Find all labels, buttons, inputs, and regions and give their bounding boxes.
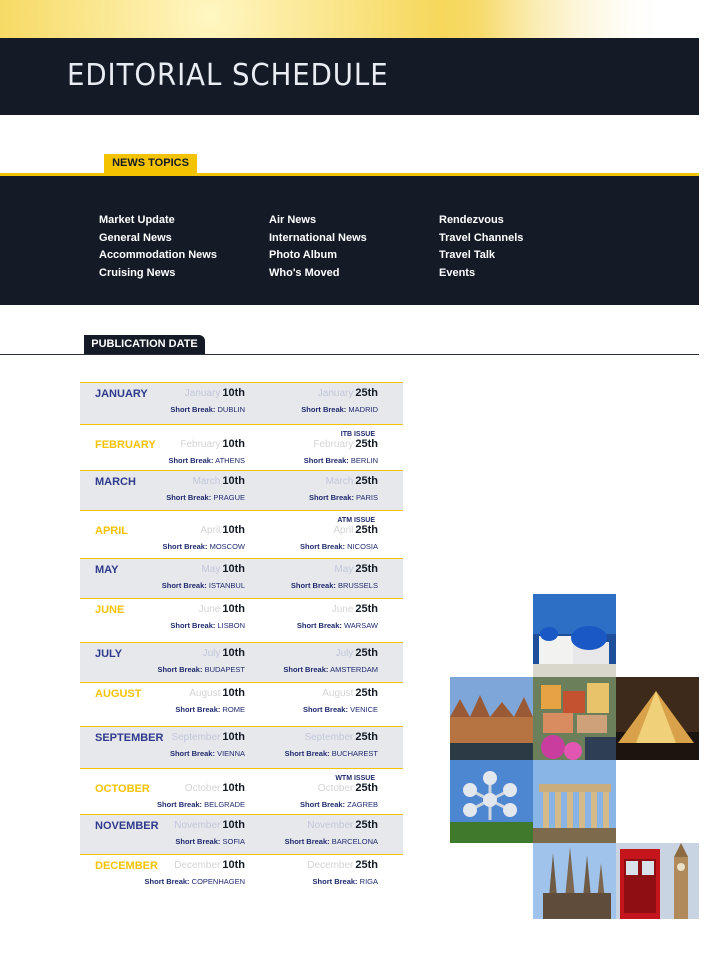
date-day: 25th — [355, 524, 378, 536]
date-day: 25th — [355, 731, 378, 743]
date-day: 25th — [355, 687, 378, 699]
date-month: May — [334, 564, 354, 575]
date-month: April — [200, 525, 221, 536]
date-month: October — [317, 783, 354, 794]
topic-item: Air News — [269, 214, 317, 226]
atomium-photo — [450, 760, 533, 843]
short-break-city: ATHENS — [215, 456, 245, 465]
date-month: January — [317, 388, 354, 399]
date-day: 10th — [222, 438, 245, 450]
date-month: April — [333, 525, 354, 536]
date-day: 10th — [222, 731, 245, 743]
first-date — [200, 524, 245, 536]
short-break-city: WARSAW — [343, 621, 378, 630]
travel-photo-collage — [450, 594, 699, 919]
short-break-city: RIGA — [359, 877, 378, 886]
date-month: September — [171, 732, 221, 743]
short-break-city: PRAGUE — [213, 493, 245, 502]
second-date — [336, 647, 378, 659]
short-break-second — [309, 493, 378, 502]
parthenon-photo — [533, 760, 616, 843]
second-date — [307, 859, 378, 871]
short-break-city: NICOSIA — [347, 542, 378, 551]
date-month: September — [304, 732, 354, 743]
short-break-second — [297, 621, 378, 630]
short-break-label: Short Break: — [302, 705, 348, 714]
short-break-label: Short Break: — [296, 621, 342, 630]
date-day: 10th — [222, 563, 245, 575]
publication-divider — [0, 354, 699, 355]
short-break-city: SOFIA — [222, 837, 245, 846]
date-month: August — [189, 688, 221, 699]
page-title: EDITORIAL SCHEDULE — [67, 58, 389, 93]
date-day: 10th — [222, 782, 245, 794]
date-day: 10th — [222, 524, 245, 536]
short-break-label: Short Break: — [303, 456, 349, 465]
date-day: 10th — [222, 475, 245, 487]
short-break-first — [168, 456, 245, 465]
short-break-label: Short Break: — [170, 405, 216, 414]
date-month: May — [201, 564, 221, 575]
short-break-city: PARIS — [356, 493, 378, 502]
month-name: AUGUST — [95, 688, 142, 700]
schedule-row-august — [80, 682, 403, 726]
topic-column-3 — [439, 212, 523, 282]
date-day: 25th — [355, 563, 378, 575]
schedule-row-may — [80, 558, 403, 598]
short-break-label: Short Break: — [300, 542, 346, 551]
louvre-pyramid-photo — [616, 677, 699, 760]
schedule-row-september — [80, 726, 403, 768]
short-break-city: MOSCOW — [209, 542, 245, 551]
date-day: 25th — [355, 819, 378, 831]
title-band — [0, 38, 699, 115]
second-date — [322, 687, 378, 699]
second-date — [304, 731, 378, 743]
date-day: 25th — [355, 387, 378, 399]
short-break-city: BARCELONA — [331, 837, 378, 846]
first-date — [185, 782, 245, 794]
date-month: March — [192, 476, 221, 487]
topic-item: Photo Album — [269, 249, 338, 261]
short-break-first — [162, 581, 245, 590]
schedule-row-june — [80, 598, 403, 642]
topic-item: Rendezvous — [439, 214, 504, 226]
short-break-first — [166, 493, 245, 502]
month-name: APRIL — [95, 525, 128, 537]
short-break-label: Short Break: — [284, 749, 330, 758]
topic-item: Accommodation News — [99, 249, 217, 261]
short-break-label: Short Break: — [290, 581, 336, 590]
topic-item: Cruising News — [99, 266, 176, 279]
short-break-second — [301, 405, 378, 414]
month-name: JULY — [95, 648, 123, 660]
short-break-first — [145, 877, 245, 886]
schedule-row-july — [80, 642, 403, 682]
first-date — [199, 603, 245, 615]
short-break-second — [304, 456, 378, 465]
short-break-label: Short Break: — [169, 749, 215, 758]
date-day: 10th — [222, 603, 245, 615]
month-name: DECEMBER — [95, 860, 158, 872]
first-date — [171, 731, 245, 743]
sagrada-familia-photo — [533, 843, 616, 919]
date-day: 10th — [222, 647, 245, 659]
date-day: 25th — [355, 438, 378, 450]
date-month: August — [322, 688, 354, 699]
short-break-second — [283, 665, 378, 674]
short-break-second — [300, 800, 378, 809]
short-break-city: DUBLIN — [217, 405, 245, 414]
short-break-city: BUDAPEST — [204, 665, 245, 674]
short-break-city: VENICE — [350, 705, 378, 714]
short-break-city: ZAGREB — [347, 800, 378, 809]
first-date — [185, 387, 245, 399]
short-break-label: Short Break: — [157, 665, 203, 674]
first-date — [189, 687, 245, 699]
topic-item: Travel Talk — [439, 249, 496, 261]
short-break-label: Short Break: — [162, 542, 208, 551]
month-name: MARCH — [95, 476, 136, 488]
date-day: 25th — [355, 782, 378, 794]
issue-label: WTM ISSUE — [335, 775, 375, 782]
topic-item: General News — [99, 231, 172, 244]
date-month: November — [174, 820, 221, 831]
month-name: MAY — [95, 564, 119, 576]
topic-item: Events — [439, 266, 476, 279]
short-break-label: Short Break: — [284, 837, 330, 846]
date-month: July — [335, 648, 354, 659]
short-break-city: BRUSSELS — [337, 581, 378, 590]
short-break-city: BUCHAREST — [331, 749, 378, 758]
publication-schedule — [80, 382, 403, 900]
schedule-row-april — [80, 510, 403, 558]
short-break-city: BELGRADE — [204, 800, 245, 809]
short-break-first — [162, 542, 245, 551]
schedule-row-march — [80, 470, 403, 510]
short-break-second — [285, 749, 378, 758]
first-date — [174, 859, 245, 871]
short-break-city: BERLIN — [350, 456, 378, 465]
short-break-city: ROME — [222, 705, 245, 714]
schedule-row-january — [80, 382, 403, 424]
date-day: 10th — [222, 687, 245, 699]
first-date — [203, 647, 245, 659]
santorini-photo — [533, 594, 616, 677]
second-date — [332, 603, 378, 615]
short-break-first — [170, 749, 245, 758]
decorative-top-strip — [0, 0, 700, 38]
second-date — [333, 524, 378, 536]
first-date — [201, 563, 245, 575]
month-name: SEPTEMBER — [95, 732, 164, 744]
short-break-second — [300, 542, 378, 551]
second-date — [326, 475, 378, 487]
short-break-first — [157, 800, 245, 809]
date-month: February — [180, 439, 221, 450]
date-month: January — [184, 388, 221, 399]
second-date — [334, 563, 378, 575]
short-break-label: Short Break: — [308, 493, 354, 502]
date-month: June — [331, 604, 354, 615]
month-name: JUNE — [95, 604, 125, 616]
second-date — [313, 438, 378, 450]
short-break-label: Short Break: — [283, 665, 329, 674]
news-topics-panel — [0, 176, 699, 305]
short-break-label: Short Break: — [144, 877, 190, 886]
date-month: July — [202, 648, 221, 659]
bruges-photo — [450, 677, 533, 760]
short-break-second — [313, 877, 378, 886]
month-name: JANUARY — [95, 388, 148, 400]
short-break-first — [170, 405, 245, 414]
schedule-row-november — [80, 814, 403, 854]
schedule-row-october — [80, 768, 403, 814]
issue-label: ATM ISSUE — [337, 517, 375, 524]
short-break-label: Short Break: — [170, 621, 216, 630]
date-month: October — [184, 783, 221, 794]
date-day: 10th — [222, 387, 245, 399]
short-break-label: Short Break: — [301, 405, 347, 414]
topic-item: International News — [269, 231, 367, 244]
date-month: November — [307, 820, 354, 831]
news-topics-tab: NEWS TOPICS — [104, 154, 197, 173]
date-day: 25th — [355, 603, 378, 615]
issue-label: ITB ISSUE — [340, 431, 375, 438]
topic-column-2 — [269, 212, 367, 282]
short-break-label: Short Break: — [175, 705, 221, 714]
short-break-city: AMSTERDAM — [330, 665, 378, 674]
short-break-label: Short Break: — [175, 837, 221, 846]
month-name: OCTOBER — [95, 783, 150, 795]
first-date — [180, 438, 245, 450]
short-break-first — [170, 621, 245, 630]
date-day: 25th — [355, 475, 378, 487]
short-break-second — [285, 837, 378, 846]
date-month: March — [325, 476, 354, 487]
date-month: December — [307, 860, 354, 871]
topic-column-1 — [99, 212, 217, 282]
schedule-row-december — [80, 854, 403, 900]
topic-item: Who's Moved — [269, 266, 340, 279]
short-break-city: MADRID — [348, 405, 378, 414]
date-day: 10th — [222, 819, 245, 831]
second-date — [318, 387, 378, 399]
date-day: 25th — [355, 859, 378, 871]
short-break-label: Short Break: — [300, 800, 346, 809]
short-break-label: Short Break: — [157, 800, 203, 809]
short-break-city: ISTANBUL — [208, 581, 245, 590]
topic-item: Travel Channels — [439, 231, 524, 244]
date-day: 25th — [355, 647, 378, 659]
second-date — [318, 782, 378, 794]
short-break-label: Short Break: — [168, 456, 214, 465]
short-break-city: LISBON — [217, 621, 245, 630]
short-break-second — [291, 581, 378, 590]
short-break-first — [175, 837, 245, 846]
schedule-row-february — [80, 424, 403, 470]
first-date — [193, 475, 245, 487]
cinque-terre-photo — [533, 677, 616, 760]
second-date — [307, 819, 378, 831]
short-break-label: Short Break: — [166, 493, 212, 502]
date-day: 10th — [222, 859, 245, 871]
london-phone-booth-photo — [616, 843, 699, 919]
date-month: June — [198, 604, 221, 615]
first-date — [174, 819, 245, 831]
short-break-label: Short Break: — [312, 877, 358, 886]
publication-date-tab: PUBLICATION DATE — [84, 335, 205, 354]
short-break-first — [157, 665, 245, 674]
short-break-label: Short Break: — [161, 581, 207, 590]
date-month: December — [174, 860, 221, 871]
short-break-city: VIENNA — [217, 749, 245, 758]
topic-item: Market Update — [99, 214, 175, 226]
short-break-second — [303, 705, 378, 714]
date-month: February — [313, 439, 354, 450]
short-break-first — [175, 705, 245, 714]
month-name: NOVEMBER — [95, 820, 159, 832]
short-break-city: COPENHAGEN — [191, 877, 245, 886]
month-name: FEBRUARY — [95, 439, 156, 451]
